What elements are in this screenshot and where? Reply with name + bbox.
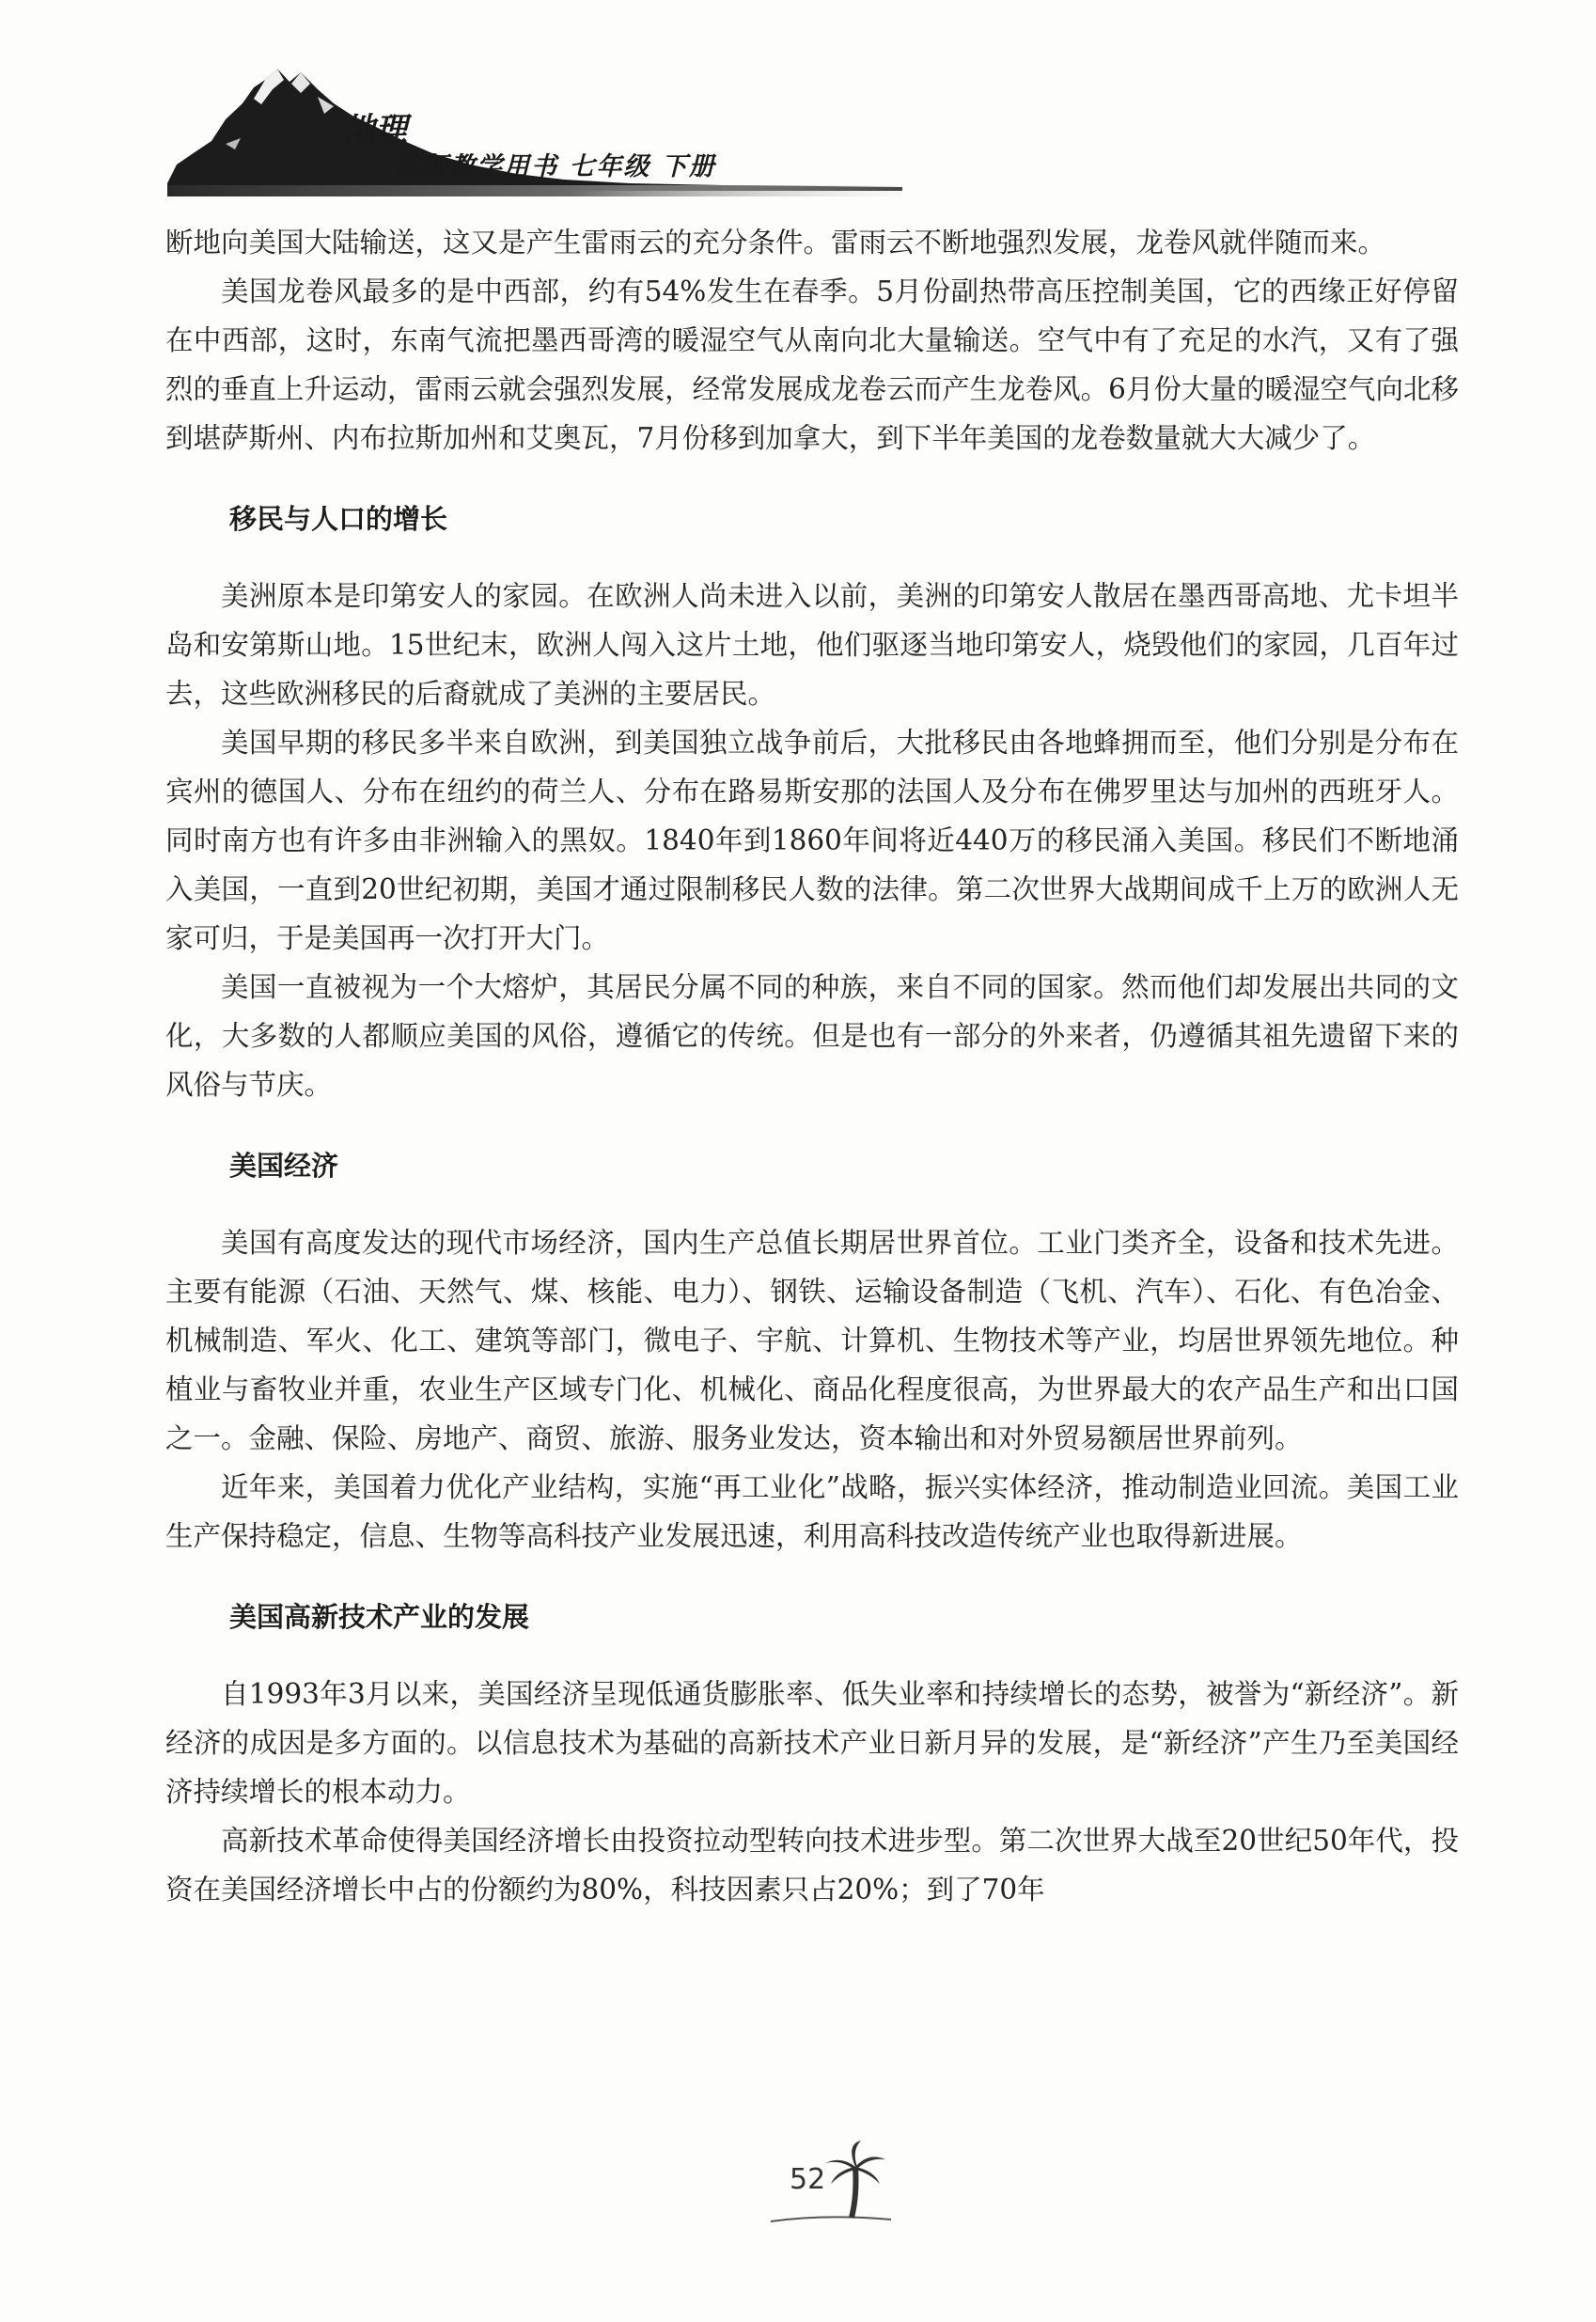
page-number: 52: [790, 2163, 826, 2196]
paragraph: 美国一直被视为一个大熔炉，其居民分属不同的种族，来自不同的国家。然而他们却发展出共同的文化，大多数的人都顺应美国的风俗，遵循它的传统。但是也有一部分的外来者，仍遵循其祖先遗留下来的风俗与节庆。: [165, 971, 1459, 1101]
paragraph: 美国龙卷风最多的是中西部，约有54%发生在春季。5月份副热带高压控制美国，它的西缘正好停留在中西部，这时，东南气流把墨西哥湾的暖湿空气从南向北大量输送。空气中有了充足的水汽，又有了强烈的垂直上升运动，雷雨云就会强烈发展，经常发展成龙卷云而产生龙卷风。6月份大量的暖湿空气向北移到堪萨斯州、内布拉斯加州和艾奥瓦，7月份移到加拿大，到下半年美国的龙卷数量就大大减少了。: [165, 275, 1459, 454]
paragraph: 高新技术革命使得美国经济增长由投资拉动型转向技术进步型。第二次世界大战至20世纪50年代，投资在美国经济增长中占的份额约为80%，科技因素只占20%；到了70年: [165, 1825, 1459, 1906]
section-heading: 美国经济: [229, 1150, 339, 1182]
book-title: 教师教学用书 七年级 下册: [395, 152, 716, 181]
paragraph: 美国有高度发达的现代市场经济，国内生产总值长期居世界首位。工业门类齐全，设备和技术先进。主要有能源（石油、天然气、煤、核能、电力）、钢铁、运输设备制造（飞机、汽车）、石化、有色冶金、机械制造、军火、化工、建筑等部门，微电子、宇航、计算机、生物技术等产业，均居世界领先地位。种植业与畜牧业并重，农业生产区域专门化、机械化、商品化程度很高，为世界最大的农产品生产和出口国之一。金融、保险、房地产、商贸、旅游、服务业发达，资本输出和对外贸易额居世界前列。: [165, 1227, 1459, 1454]
paragraph: 断地向美国大陆输送，这又是产生雷雨云的充分条件。雷雨云不断地强烈发展，龙卷风就伴随而来。: [165, 227, 1386, 259]
page-footer: [771, 2139, 893, 2228]
paragraph: 近年来，美国着力优化产业结构，实施“再工业化”战略，振兴实体经济，推动制造业回流。美国工业生产保持稳定，信息、生物等高科技产业发展迅速，利用高科技改造传统产业也取得新进展。: [165, 1471, 1459, 1552]
page-body: [165, 218, 1459, 1914]
section-heading: 移民与人口的增长: [229, 503, 448, 535]
paragraph: 美洲原本是印第安人的家园。在欧洲人尚未进入以前，美洲的印第安人散居在墨西哥高地、尤卡坦半岛和安第斯山地。15世纪末，欧洲人闯入这片土地，他们驱逐当地印第安人，烧毁他们的家园，几百年过去，这些欧洲移民的后裔就成了美洲的主要居民。: [165, 580, 1459, 710]
paragraph: 自1993年3月以来，美国经济呈现低通货膨胀率、低失业率和持续增长的态势，被誉为“新经济”。新经济的成因是多方面的。以信息技术为基础的高新技术产业日新月异的发展，是“新经济”产生乃至美国经济持续增长的根本动力。: [165, 1678, 1459, 1808]
subject-title: 地理: [343, 111, 407, 149]
paragraph: 美国早期的移民多半来自欧洲，到美国独立战争前后，大批移民由各地蜂拥而至，他们分别是分布在宾州的德国人、分布在纽约的荷兰人、分布在路易斯安那的法国人及分布在佛罗里达与加州的西班牙人。同时南方也有许多由非洲输入的黑奴。1840年到1860年间将近440万的移民涌入美国。移民们不断地涌入美国，一直到20世纪初期，美国才通过限制移民人数的法律。第二次世界大战期间成千上万的欧洲人无家可归，于是美国再一次打开大门。: [165, 727, 1459, 954]
section-heading: 美国高新技术产业的发展: [229, 1601, 530, 1633]
page-header: [160, 52, 912, 202]
